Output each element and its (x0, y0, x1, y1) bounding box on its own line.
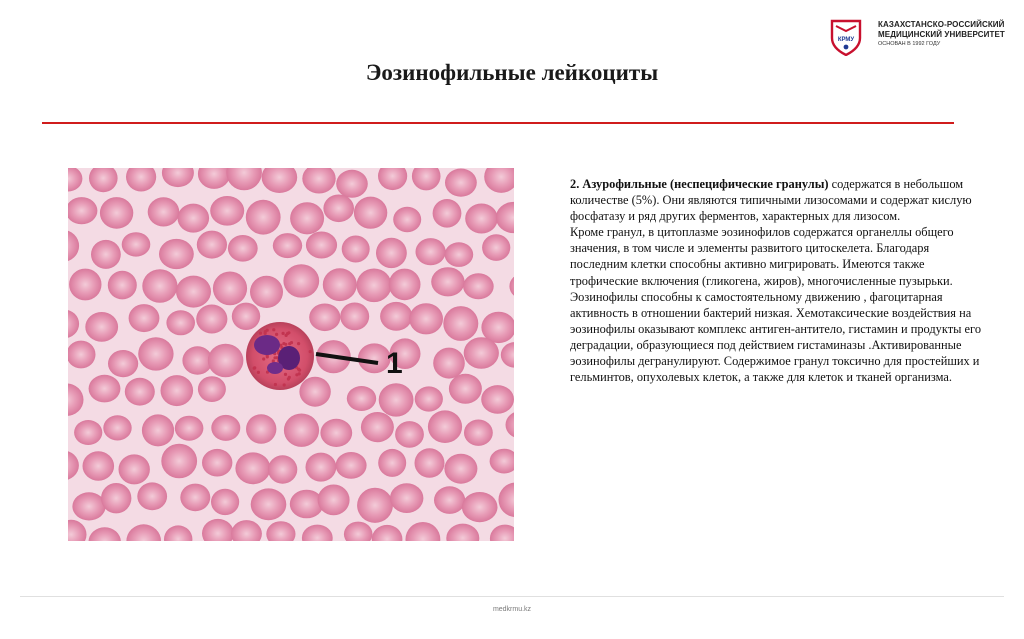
red-blood-cell (415, 448, 445, 478)
red-blood-cell (125, 378, 155, 406)
red-blood-cell (283, 264, 319, 297)
logo-badge-text: КРМУ (837, 37, 855, 43)
red-blood-cell (137, 482, 167, 510)
red-blood-cell (449, 374, 482, 404)
red-blood-cell (379, 383, 414, 416)
red-blood-cell (197, 231, 227, 259)
red-blood-cell (101, 483, 131, 513)
red-blood-cell (318, 485, 350, 516)
red-blood-cell (395, 421, 424, 448)
red-blood-cell (463, 273, 494, 299)
red-blood-cell (196, 305, 227, 334)
red-blood-cell (357, 488, 393, 523)
red-blood-cell (354, 197, 387, 229)
university-name-line2: МЕДИЦИНСКИЙ УНИВЕРСИТЕТ (878, 30, 1005, 39)
university-name (878, 20, 1018, 49)
red-blood-cell (213, 272, 247, 306)
red-blood-cell (91, 240, 121, 269)
red-blood-cell (323, 195, 354, 223)
red-blood-cell (210, 196, 244, 226)
red-blood-cell (409, 303, 443, 334)
red-blood-cell (228, 235, 258, 262)
red-blood-cell (306, 453, 337, 482)
red-blood-cell (83, 451, 115, 480)
slide-title: Эозинофильные лейкоциты (365, 60, 659, 85)
red-blood-cell (389, 269, 421, 301)
red-blood-cell (273, 233, 302, 258)
red-blood-cell (176, 276, 211, 308)
red-blood-cell (340, 303, 369, 331)
red-blood-cell (445, 169, 477, 197)
red-blood-cell (250, 276, 283, 308)
founded-text: ОСНОВАН В 1992 ГОДУ (878, 41, 941, 47)
red-blood-cell (175, 416, 204, 441)
paragraph-lead: 2. Азурофильные (неспецифические гранулы) (570, 177, 829, 191)
red-blood-cell (159, 239, 194, 269)
red-blood-cell (72, 492, 105, 520)
red-blood-cell (246, 200, 281, 235)
red-blood-cell (357, 269, 392, 303)
red-blood-cell (361, 412, 394, 442)
eosinophil-cell (246, 322, 314, 390)
red-blood-cell (390, 483, 423, 513)
red-blood-cell (142, 269, 177, 303)
red-blood-cell (129, 304, 160, 332)
red-blood-cell (142, 414, 174, 446)
red-blood-cell (290, 202, 324, 234)
red-blood-cell (108, 350, 138, 377)
red-blood-cell (251, 488, 287, 520)
red-blood-cell (444, 454, 477, 484)
red-blood-cell (464, 337, 499, 369)
red-blood-cell (148, 197, 180, 226)
red-blood-cell (74, 420, 102, 445)
red-blood-cell (211, 415, 240, 441)
red-blood-cell (416, 238, 446, 265)
shield-logo-icon (826, 18, 866, 56)
red-blood-cell (268, 455, 297, 483)
red-blood-cell (85, 312, 118, 342)
red-blood-cell (376, 238, 407, 268)
red-blood-cell (464, 420, 493, 446)
red-blood-cell (445, 242, 474, 267)
red-blood-cell (208, 344, 244, 378)
red-blood-cell (284, 414, 319, 447)
red-blood-cell (235, 452, 270, 484)
red-blood-cell (246, 414, 276, 444)
paragraph-1-rest: содержатся в небольшом количестве (5%). Они являются типичными лизосомами и содержат кислую фосфатазу и ряд других ферментов, характерных для лизосом. (570, 177, 972, 224)
red-blood-cell (431, 267, 464, 296)
red-blood-cell (161, 444, 197, 479)
red-blood-cell (482, 234, 510, 261)
red-blood-cell (161, 375, 194, 406)
red-blood-cell (433, 199, 462, 228)
red-blood-cell (428, 410, 462, 443)
footer-divider (20, 596, 1004, 597)
paragraph-2: Кроме гранул, в цитоплазме эозинофилов содержатся органеллы общего значения, в том числе и элементы развитого цитоскелета. Благодаря последним клетки способны активно мигрировать. Имеются также трофические включения (гликогена, жиров), многочисленные пузырьки. Эозинофилы способны к самостоятельному движению , фагоцитарная активность в отношении бактерий низкая. Хемотаксические воздействия на эозинофилы оказывают комплекс антиген-антитело, гистамин и продукты его деградации, образующиеся под действием гистаминазы .Активированные эозинофилы дегранулируют. Содержимое гранул токсично для простейших и гельминтов, опухолевых клеток, а также для клеток и тканей организма. (570, 225, 982, 385)
red-blood-cell (320, 419, 352, 447)
red-blood-cell (462, 492, 498, 522)
red-blood-cell (69, 269, 101, 301)
red-blood-cell (323, 268, 357, 301)
red-blood-cell (119, 454, 150, 484)
red-blood-cell (306, 232, 337, 259)
red-blood-cell (336, 452, 367, 479)
red-blood-cell (100, 197, 133, 229)
red-blood-cell (309, 304, 340, 332)
red-blood-cell (378, 449, 406, 477)
red-blood-cell (481, 385, 514, 414)
red-blood-cell (232, 303, 260, 330)
red-blood-cell (347, 386, 376, 411)
red-blood-cell (211, 489, 239, 515)
red-blood-cell (443, 306, 478, 341)
red-blood-cell (433, 348, 465, 379)
red-blood-cell (138, 337, 173, 370)
red-blood-cell (202, 449, 232, 477)
red-blood-cell (180, 484, 210, 512)
red-blood-cell (178, 204, 210, 233)
university-logo (826, 14, 1016, 58)
red-blood-cell (465, 204, 498, 234)
description-text (570, 176, 982, 385)
red-blood-cell (108, 271, 137, 300)
title-divider (42, 122, 954, 124)
red-blood-cell (103, 415, 131, 440)
red-blood-cell (380, 302, 412, 331)
red-blood-cell (342, 236, 370, 263)
red-blood-cell (299, 377, 330, 407)
blood-smear-micrograph (68, 168, 514, 541)
red-blood-cell (415, 386, 443, 411)
university-name-line1: КАЗАХСТАНСКО-РОССИЙСКИЙ (878, 20, 1005, 29)
red-blood-cell (434, 486, 465, 514)
image-label: 1 (386, 347, 403, 380)
red-blood-cell (393, 207, 421, 232)
red-blood-cell (336, 170, 368, 198)
red-blood-cell (166, 310, 195, 335)
paragraph-1 (570, 176, 982, 224)
footer-url: medkrmu.kz (492, 606, 532, 613)
red-blood-cell (122, 232, 151, 256)
red-blood-cell (198, 376, 226, 402)
red-blood-cell (89, 375, 121, 403)
